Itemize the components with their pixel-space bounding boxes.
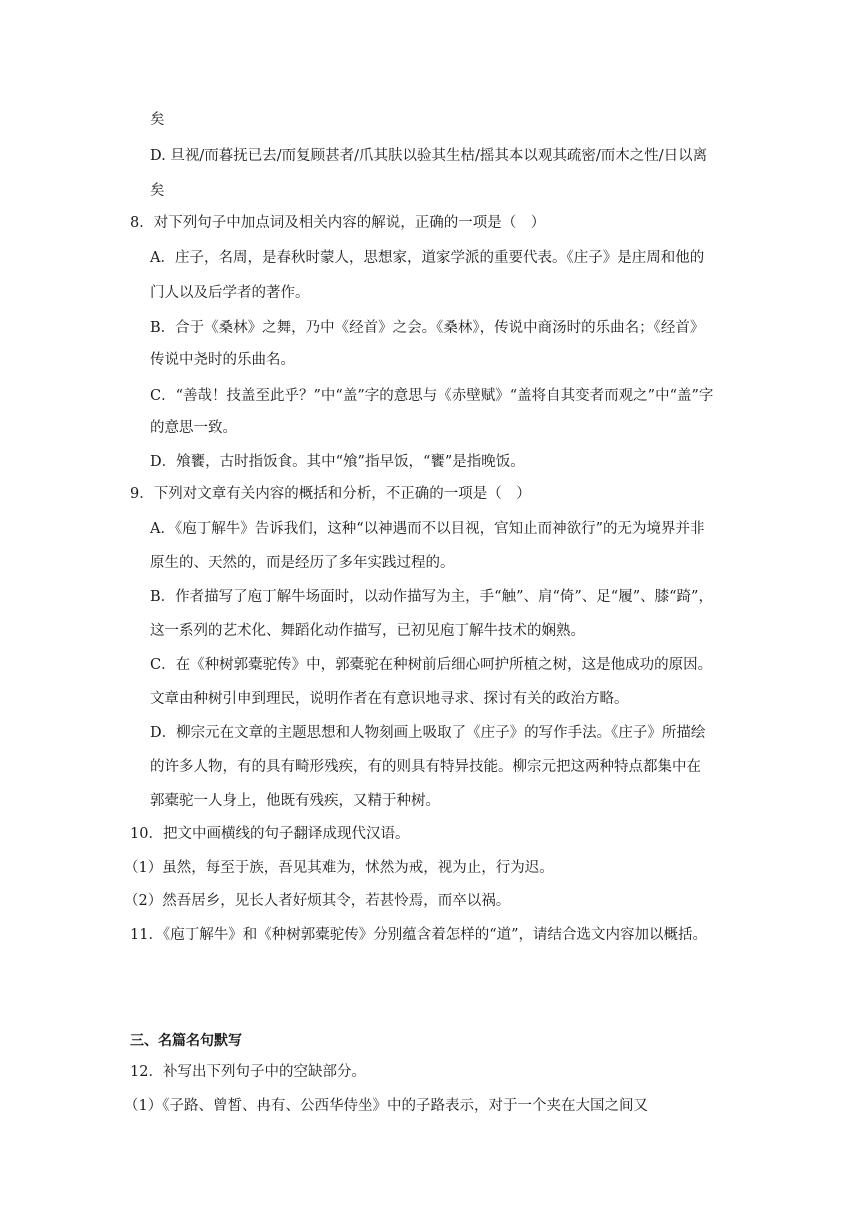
- q8-option-a: A．庄子，名周，是春秋时蒙人，思想家，道家学派的重要代表。《庄子》是庄周和他的: [150, 250, 705, 266]
- q9-option-c-continuation: 文章由种树引申到理民，说明作者在有意识地寻求、探讨有关的政治方略。: [150, 691, 629, 707]
- q8-option-d: D．飧饔，古时指饭食。其中“飧”指早饭，“饔”是指晚饭。: [150, 454, 525, 470]
- q8-option-b: B．合于《桑林》之舞，乃中《经首》之会。《桑林》，传说中商汤时的乐曲名；《经首》: [150, 320, 705, 336]
- question-8: 8．对下列句子中加点词及相关内容的解说，正确的一项是（ ）: [130, 215, 546, 231]
- q9-option-b: B．作者描写了庖丁解牛场面时，以动作描写为主，手“触”、肩“倚”、足“履”、膝“踦”，: [150, 589, 713, 605]
- q7-option-d: D. 旦视/而暮抚已去/而复顾甚者/爪其肤以验其生枯/摇其本以观其疏密/而木之性/日以离: [150, 148, 708, 164]
- q9-option-c: C．在《种树郭橐驼传》中，郭橐驼在种树前后细心呵护所植之树，这是他成功的原因。: [150, 657, 713, 673]
- question-10: 10．把文中画横线的句子翻译成现代汉语。: [130, 826, 410, 842]
- q9-option-a-continuation: 原生的、天然的，而是经历了多年实践过程的。: [150, 555, 455, 571]
- q9-option-d: D．柳宗元在文章的主题思想和人物刻画上吸取了《庄子》的写作手法。《庄子》所描绘: [150, 725, 706, 741]
- q8-option-c: C．“善哉！技盖至此乎？”中“盖”字的意思与《赤壁赋》“盖将自其变者而观之”中“盖”字: [150, 388, 714, 404]
- q10-sentence-1: （1）虽然，每至于族，吾见其难为，怵然为戒，视为止，行为迟。: [124, 860, 554, 876]
- q8-option-b-continuation: 传说中尧时的乐曲名。: [150, 352, 295, 368]
- q8-option-a-continuation: 门人以及后学者的著作。: [150, 285, 310, 301]
- q8-option-c-continuation: 的意思一致。: [150, 420, 237, 436]
- q7-option-d-continuation: 矣: [150, 183, 165, 199]
- section-heading: 三、名篇名句默写: [130, 1033, 242, 1049]
- q10-sentence-2: （2）然吾居乡，见长人者好烦其令，若甚怜焉，而卒以祸。: [124, 893, 511, 909]
- q9-option-a: A．《庖丁解牛》告诉我们，这种“以神遇而不以目视，官知止而神欲行”的无为境界并非: [150, 521, 705, 537]
- q12-item-1: （1）《子路、曾皙、冉有、公西华侍坐》中的子路表示，对于一个夹在大国之间又: [124, 1098, 648, 1114]
- question-9: 9．下列对文章有关内容的概括和分析，不正确的一项是（ ）: [130, 486, 531, 502]
- question-12: 12．补写出下列句子中的空缺部分。: [130, 1064, 366, 1080]
- option-c-continuation: 矣: [150, 112, 165, 128]
- q9-option-d-continuation-2: 郭橐驼一人身上，他既有残疾，又精于种树。: [150, 793, 440, 809]
- q9-option-b-continuation: 这一系列的艺术化、舞蹈化动作描写，已初见庖丁解牛技术的娴熟。: [150, 623, 585, 639]
- q9-option-d-continuation-1: 的许多人物，有的具有畸形残疾，有的则具有特异技能。柳宗元把这两种特点都集中在: [150, 759, 701, 775]
- question-11: 11．《庖丁解牛》和《种树郭橐驼传》分别蕴含着怎样的“道”，请结合选文内容加以概括。: [130, 927, 708, 943]
